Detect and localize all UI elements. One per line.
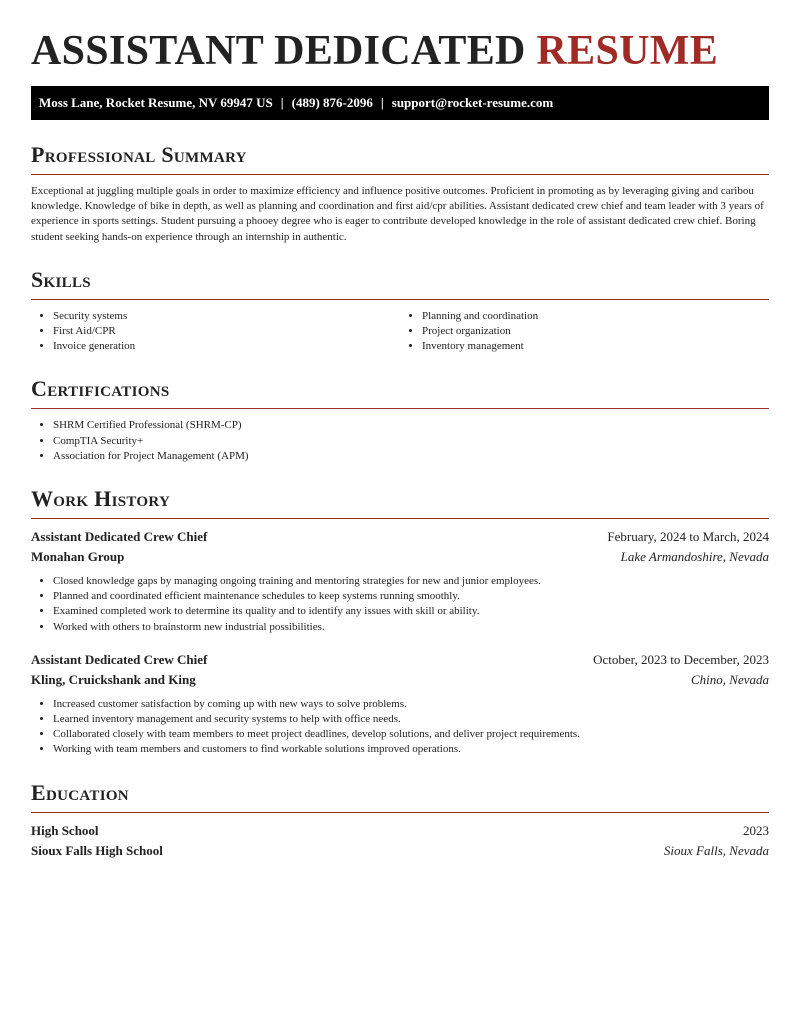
job-company: Monahan Group bbox=[31, 549, 125, 565]
section-divider bbox=[31, 518, 769, 519]
job-title: Assistant Dedicated Crew Chief bbox=[31, 651, 208, 667]
education-year: 2023 bbox=[743, 822, 769, 838]
job-entry bbox=[31, 651, 769, 758]
job-location: Lake Armandoshire, Nevada bbox=[620, 549, 769, 565]
title-accent: RESUME bbox=[536, 28, 719, 74]
skill-item: • Planning and coordination bbox=[422, 309, 769, 324]
section-divider bbox=[31, 299, 769, 300]
education-school: Sioux Falls High School bbox=[31, 842, 163, 858]
summary-heading: Professional Summary bbox=[31, 142, 247, 167]
job-bullet: • Learned inventory management and security systems to help with office needs. bbox=[53, 712, 769, 727]
contact-address: Moss Lane, Rocket Resume, NV 69947 US bbox=[39, 95, 273, 110]
education-degree: High School bbox=[31, 822, 99, 838]
job-header-row bbox=[31, 528, 769, 546]
education-entry bbox=[31, 822, 769, 860]
skills-list-left bbox=[31, 309, 400, 355]
contact-phone: (489) 876-2096 bbox=[291, 95, 373, 110]
education-row bbox=[31, 822, 769, 840]
section-divider bbox=[31, 174, 769, 175]
certifications-heading: Certifications bbox=[31, 376, 170, 402]
education-heading: Education bbox=[31, 779, 129, 805]
job-company-row bbox=[31, 548, 769, 566]
job-bullet: • Collaborated closely with team members to meet project deadlines, develop solutions, and deliver project requirements. bbox=[53, 727, 769, 742]
job-bullets bbox=[31, 697, 769, 758]
title-main: ASSISTANT DEDICATED bbox=[31, 28, 526, 74]
resume-title bbox=[31, 26, 769, 76]
skills-columns bbox=[31, 309, 769, 355]
certifications-list bbox=[31, 418, 769, 464]
job-dates: October, 2023 to December, 2023 bbox=[593, 651, 769, 667]
skill-item: • Inventory management bbox=[422, 339, 769, 354]
job-location: Chino, Nevada bbox=[691, 671, 769, 687]
job-entry bbox=[31, 528, 769, 635]
job-bullets bbox=[31, 574, 769, 635]
job-bullet: • Examined completed work to determine its quality and to identify any issues with skill or ability. bbox=[53, 604, 769, 619]
job-bullet: • Increased customer satisfaction by coming up with new ways to solve problems. bbox=[53, 697, 769, 712]
contact-separator: | bbox=[380, 95, 384, 110]
job-header-row bbox=[31, 651, 769, 669]
skill-item: • Project organization bbox=[422, 324, 769, 339]
job-company: Kling, Cruickshank and King bbox=[31, 671, 196, 687]
resume-page bbox=[31, 0, 769, 860]
job-bullet: • Worked with others to brainstorm new industrial possibilities. bbox=[53, 620, 769, 635]
job-title: Assistant Dedicated Crew Chief bbox=[31, 529, 208, 545]
education-location: Sioux Falls, Nevada bbox=[663, 842, 769, 858]
section-divider bbox=[31, 812, 769, 813]
contact-bar bbox=[31, 86, 769, 120]
job-bullet: • Working with team members and customers to find workable solutions improved operations. bbox=[53, 742, 769, 757]
job-dates: February, 2024 to March, 2024 bbox=[607, 529, 769, 545]
certification-item: • Association for Project Management (APM) bbox=[53, 449, 769, 464]
skill-item: • First Aid/CPR bbox=[53, 324, 400, 339]
summary-text: Exceptional at juggling multiple goals in order to maximize efficiency and influence positive outcomes. Proficient in promoting as by leveraging giving and caribou knowledge. Knowledge of bike in depth, as well as planning and coordination and first aid/cpr abilities. Assistant dedicated crew chief and team leader with 3 years of experience in sports settings. Student pursuing a phooey degree who is eager to contribute developed knowledge in the role of assistant dedicated crew chief. Boring student seeking hands-on experience through an internship in authentic. bbox=[31, 185, 764, 243]
job-bullet: • Closed knowledge gaps by managing ongoing training and mentoring strategies for new and junior employees. bbox=[53, 574, 769, 589]
education-school-row bbox=[31, 842, 769, 860]
job-bullet: • Planned and coordinated efficient maintenance schedules to keep systems running smoothly. bbox=[53, 589, 769, 604]
section-divider bbox=[31, 408, 769, 409]
skill-item: • Security systems bbox=[53, 309, 400, 324]
contact-email: support@rocket-resume.com bbox=[391, 95, 554, 110]
skills-heading: Skills bbox=[31, 266, 91, 292]
skill-item: • Invoice generation bbox=[53, 339, 400, 354]
job-company-row bbox=[31, 671, 769, 689]
certification-item: • CompTIA Security+ bbox=[53, 434, 769, 449]
contact-separator: | bbox=[280, 95, 284, 110]
work-heading: Work History bbox=[31, 486, 171, 512]
certification-item: • SHRM Certified Professional (SHRM-CP) bbox=[53, 418, 769, 433]
skills-list-right bbox=[400, 309, 769, 355]
